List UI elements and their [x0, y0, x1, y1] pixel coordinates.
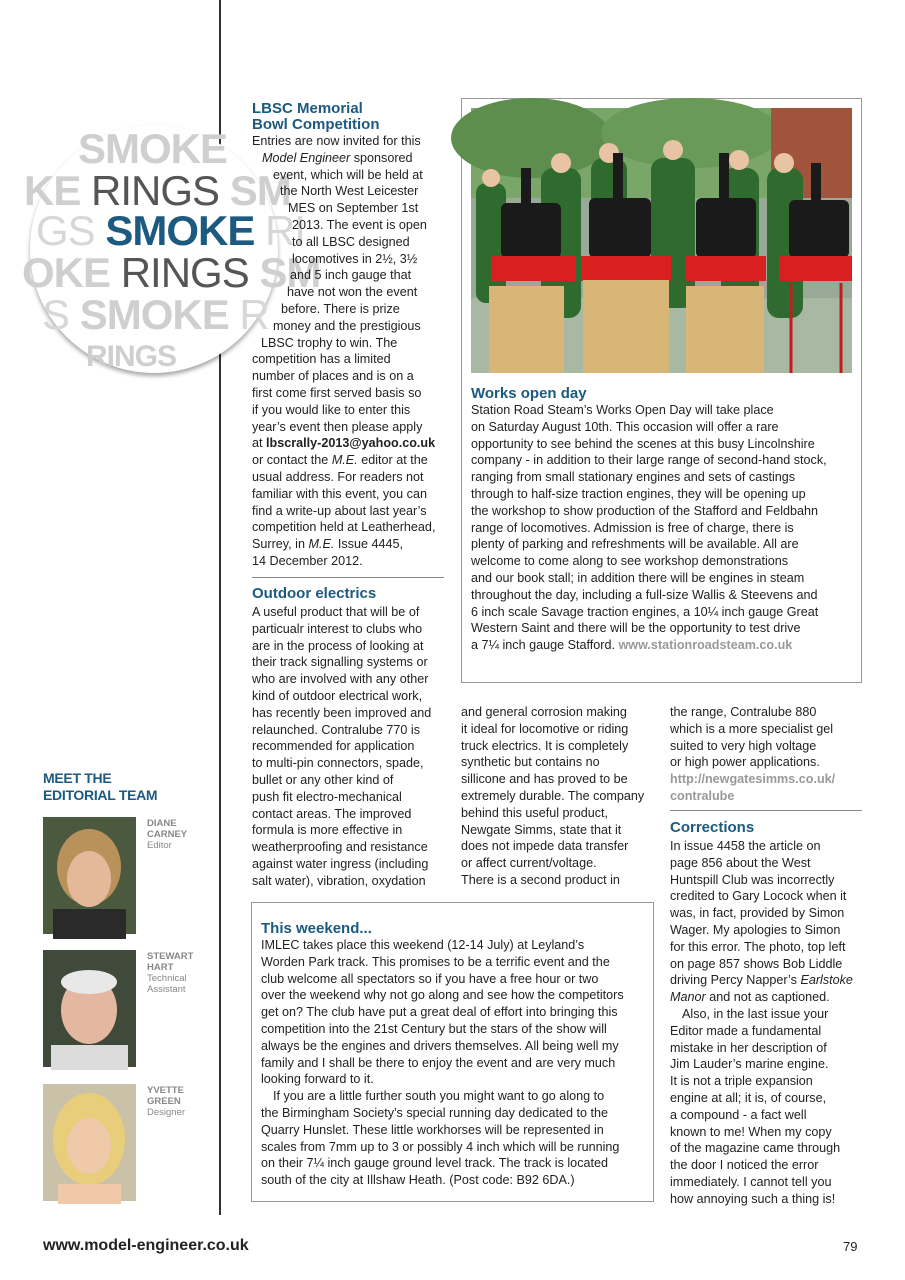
team-member: YVETTE GREEN Designer — [147, 1085, 186, 1118]
text-line: to multi-pin connectors, spade, — [252, 756, 424, 771]
text-line: the workshop to show production of the Stafford and Feldbahn — [471, 503, 819, 518]
text-line: competition has a limited — [252, 352, 391, 367]
text-line: get on? The club have put a great deal of effort into bringing this — [261, 1005, 618, 1020]
outdoor-col3-wrap — [670, 704, 865, 805]
text-line: scales from 7mm up to 3 or possibly 4 inch which will be running — [261, 1139, 620, 1154]
corrections-em-line: Manor and not as captioned. — [670, 990, 830, 1005]
text-line: Huntspill Club was incorrectly — [670, 872, 835, 887]
text-line: club welcome all spectators so if you have a free hour or two — [261, 971, 599, 986]
text-line: on Saturday August 10th. This occasion will offer a rare — [471, 419, 779, 434]
logo-row: SMOKE — [78, 125, 228, 172]
text-line: range of locomotives. Admission is free of charge, there is — [471, 520, 794, 535]
text-line: particualr interest to clubs who — [252, 621, 423, 636]
text-line: which is a more specialist gel — [670, 721, 834, 736]
outdoor-col2 — [461, 704, 659, 889]
logo-row: KE RINGS SM — [24, 167, 291, 214]
lbsc-issue-line: Surrey, in M.E. Issue 4445, — [252, 537, 403, 552]
text-line: It is not a triple expansion — [670, 1074, 813, 1089]
text-line: who are involved with any other — [252, 672, 429, 687]
newgate-url-2[interactable]: contralube — [670, 788, 735, 803]
works-heading: Works open day — [471, 385, 587, 402]
corrections-body — [670, 838, 865, 989]
text-line: a compound - a fact well — [670, 1107, 807, 1122]
text-line: against water ingress (including — [252, 856, 429, 871]
text-line: welcome to come along to see workshop demonstrations — [471, 554, 789, 569]
text-line: Model Engineer sponsored — [262, 150, 413, 165]
text-line: looking forward to it. — [261, 1072, 374, 1087]
text-line: of the magazine came through — [670, 1141, 841, 1156]
corrections-body2 — [670, 1006, 865, 1208]
text-line: before. There is prize — [281, 301, 400, 316]
text-line: have not won the event — [287, 285, 418, 300]
corrections-heading: Corrections — [670, 819, 755, 836]
text-line: first come first served basis so — [252, 385, 422, 400]
outdoor-col1 — [252, 604, 447, 890]
text-line: extremely durable. The company — [461, 788, 645, 803]
text-line: does not impede data transfer — [461, 839, 629, 854]
works-photo — [471, 108, 852, 373]
text-line: and our book stall; in addition there will be engines in steam — [471, 570, 805, 585]
text-line: on page 857 shows Bob Liddle — [670, 956, 843, 971]
text-line: on their 7¼ inch gauge ground level track. The track is located — [261, 1156, 608, 1171]
text-line: Also, in the last issue your — [682, 1006, 829, 1021]
text-line: usual address. For readers not — [252, 469, 424, 484]
lbsc-contact-line: or contact the M.E. editor at the — [252, 453, 428, 468]
weekend-article — [261, 921, 653, 1189]
team-member: DIANE CARNEY Editor — [147, 818, 188, 851]
text-line: south of the city at Illshaw Heath. (Post code: B92 6DA.) — [261, 1173, 575, 1188]
text-line: company - in addition to their large range of second-hand stock, — [471, 453, 827, 468]
text-line: Station Road Steam’s Works Open Day will take place — [471, 403, 774, 417]
logo-row: S SMOKE R — [42, 291, 269, 338]
text-line: engine at all; it is, of course, — [670, 1090, 827, 1105]
section-rule — [252, 577, 444, 578]
text-line: ranging from small stationary engines and sets of castings — [471, 470, 796, 485]
smoke-rings-logo — [22, 125, 321, 373]
text-line: number of places and is on a — [252, 369, 414, 384]
text-line: was, in fact, provided by Simon — [670, 906, 845, 921]
section-rule — [670, 810, 862, 811]
text-line: Worden Park track. This promises to be a terrific event and the — [261, 954, 610, 969]
text-line: relaunched. Contralube 770 is — [252, 722, 421, 737]
weekend-heading: This weekend... — [261, 920, 372, 937]
text-line: if you would like to enter this — [252, 402, 411, 417]
text-line: competition into the 21st Century but the stars of the show will — [261, 1021, 607, 1036]
text-line: plenty of parking and refreshments will be available. All are — [471, 537, 799, 552]
text-line: year’s event then please apply — [252, 419, 423, 434]
outdoor-article — [252, 586, 447, 890]
lbsc-heading: LBSC Memorial Bowl Competition — [252, 100, 380, 133]
website-link[interactable]: www.model-engineer.co.uk — [43, 1237, 249, 1254]
text-line: immediately. I cannot tell you — [670, 1174, 832, 1189]
text-line: money and the prestigious — [273, 318, 421, 333]
editorial-team-heading: MEET THE EDITORIAL TEAM — [43, 770, 158, 803]
text-line: or high power applications. — [670, 755, 820, 770]
text-line: 2013. The event is open — [292, 217, 427, 232]
text-line: truck electrics. It is completely — [461, 738, 629, 753]
text-line: Western Saint and there will be the opportunity to test drive — [471, 621, 801, 636]
text-line: LBSC trophy to win. The — [261, 335, 398, 350]
portrait-image — [43, 1084, 136, 1201]
text-line: bullet or any other kind of — [252, 772, 394, 787]
text-line: If you are a little further south you might want to go along to — [273, 1089, 605, 1104]
stationroadsteam-link[interactable]: www.stationroadsteam.co.uk — [618, 638, 793, 653]
text-line: or affect current/voltage. — [461, 856, 597, 871]
lbsc-indented-lines — [252, 133, 447, 351]
text-line: sillicone and has proved to be — [461, 772, 628, 787]
newgate-url-1[interactable]: http://newgatesimms.co.uk/ — [670, 772, 836, 787]
logo-row: RINGS — [86, 340, 177, 373]
logo-row: OKE RINGS SM — [22, 249, 321, 296]
workshop-staff-locomotives-image — [471, 108, 852, 373]
text-line: family and I shall be there to enjoy the event and are very much — [261, 1055, 616, 1070]
text-line: the North West Leicester — [280, 184, 419, 199]
text-line: A useful product that will be of — [252, 605, 420, 619]
text-line: throughout the day, including a full-size Wallis & Steevens and — [471, 587, 818, 602]
text-line: and general corrosion making — [461, 705, 627, 719]
lbsc-email-line: at lbscrally-2013@yahoo.co.uk — [252, 436, 436, 451]
text-line: push fit electro-mechanical — [252, 789, 402, 804]
text-line: In issue 4458 the article on — [670, 839, 821, 853]
text-line: Editor made a fundamental — [670, 1023, 822, 1038]
text-line: Newgate Simms, state that it — [461, 822, 622, 837]
page-number: 79 — [843, 1239, 858, 1254]
avatar — [43, 817, 136, 934]
text-line: driving Percy Napper’s Earlstoke — [670, 973, 853, 988]
text-line: page 856 about the West — [670, 855, 811, 870]
text-line: known to me! When my copy — [670, 1124, 832, 1139]
text-line: contact areas. The improved — [252, 806, 412, 821]
corrections-article — [670, 820, 865, 1208]
text-line: their track signalling systems or — [252, 655, 428, 670]
avatar — [43, 950, 136, 1067]
text-line: Entries are now invited for this — [252, 134, 421, 148]
text-line: has recently been improved and — [252, 705, 432, 720]
text-line: MES on September 1st — [288, 201, 419, 216]
text-line: recommended for application — [252, 739, 415, 754]
text-line: to all LBSC designed — [292, 234, 410, 249]
text-line: how annoying such a thing is! — [670, 1191, 836, 1206]
avatar — [43, 1084, 136, 1201]
lbsc-date-line: 14 December 2012. — [252, 553, 363, 568]
portrait-image — [43, 817, 136, 934]
text-line: event, which will be held at — [273, 167, 423, 182]
outdoor-col3 — [670, 704, 865, 771]
text-line: 6 inch scale Savage traction engines, a 10¼ inch gauge Great — [471, 604, 819, 619]
text-line: and 5 inch gauge that — [290, 268, 412, 283]
text-line: the range, Contralube 880 — [670, 705, 817, 719]
text-line: always be the engines and drivers themselves. All being well my — [261, 1038, 619, 1053]
text-line: find a write-up about last year’s — [252, 503, 427, 518]
text-line: the door I noticed the error — [670, 1158, 819, 1173]
text-line: suited to very high voltage — [670, 738, 817, 753]
team-member: STEWART HART Technical Assistant — [147, 951, 194, 995]
works-body — [471, 402, 856, 637]
text-line: Jim Lauder’s marine engine. — [670, 1057, 829, 1072]
text-line: competition held at Leatherhead, — [252, 520, 436, 535]
text-line: are in the process of looking at — [252, 638, 424, 653]
portrait-image — [43, 950, 136, 1067]
text-line: synthetic but contains no — [461, 755, 600, 770]
text-line: Wager. My apologies to Simon — [670, 922, 841, 937]
text-line: There is a second product in — [461, 872, 620, 887]
text-line: behind this useful product, — [461, 805, 609, 820]
text-line: over the weekend why not go along and see how the competitors — [261, 988, 624, 1003]
text-line: the Birmingham Society’s special running day dedicated to the — [261, 1105, 608, 1120]
weekend-body — [261, 937, 653, 1189]
text-line: familiar with this event, you can — [252, 486, 427, 501]
text-line: locomotives in 2½, 3½ — [292, 251, 418, 266]
text-line: kind of outdoor electrical work, — [252, 688, 423, 703]
lbsc-body2 — [252, 469, 447, 536]
text-line: formula is more effective in — [252, 823, 403, 838]
text-line: it ideal for locomotive or riding — [461, 721, 629, 736]
text-line: salt water), vibration, oxydation — [252, 873, 426, 888]
text-line: mistake in her description of — [670, 1040, 827, 1055]
works-last-line: a 7¼ inch gauge Stafford. www.stationroadsteam.co.uk — [471, 638, 793, 653]
outdoor-heading: Outdoor electrics — [252, 585, 377, 602]
text-line: weatherproofing and resistance — [252, 840, 428, 855]
text-line: Quarry Hunslet. These little workhorses will be represented in — [261, 1122, 604, 1137]
text-line: for this error. The photo, top left — [670, 939, 846, 954]
lbsc-email-link[interactable]: lbscrally-2013@yahoo.co.uk — [266, 436, 436, 451]
logo-row: GS SMOKE RI — [36, 207, 306, 254]
outdoor-col2-wrap — [461, 704, 659, 889]
text-line: opportunity to see behind the scenes at this busy Lincolnshire — [471, 436, 815, 451]
text-line: credited to Gary Locock when it — [670, 889, 847, 904]
text-line: IMLEC takes place this weekend (12-14 July) at Leyland’s — [261, 938, 585, 952]
lbsc-body — [252, 351, 447, 435]
lbsc-article — [252, 101, 447, 570]
text-line: through to half-size traction engines, they will be opening up — [471, 486, 806, 501]
works-article — [471, 386, 856, 654]
